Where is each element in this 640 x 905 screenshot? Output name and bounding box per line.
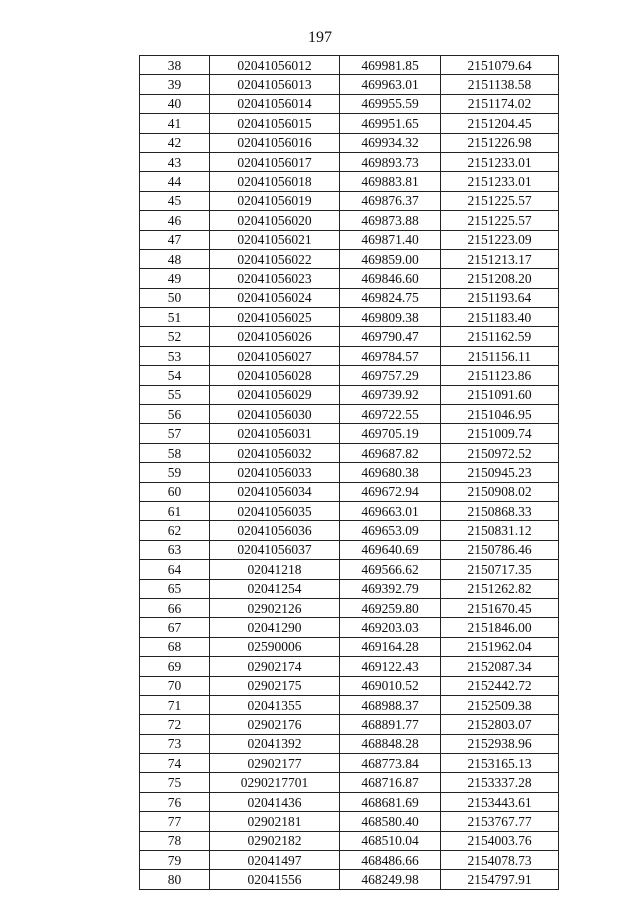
point-id-cell: 02041218 xyxy=(210,560,340,579)
table-row xyxy=(140,579,559,598)
point-id-cell: 02041254 xyxy=(210,579,340,598)
row-number-cell: 62 xyxy=(140,521,210,540)
point-id-cell: 02902177 xyxy=(210,754,340,773)
row-number-cell: 60 xyxy=(140,482,210,501)
x-coordinate-cell: 469876.37 xyxy=(340,191,441,210)
x-coordinate-cell: 469981.85 xyxy=(340,56,441,75)
point-id-cell: 02041355 xyxy=(210,695,340,714)
x-coordinate-cell: 469640.69 xyxy=(340,540,441,559)
x-coordinate-cell: 469883.81 xyxy=(340,172,441,191)
x-coordinate-cell: 469722.55 xyxy=(340,405,441,424)
row-number-cell: 66 xyxy=(140,598,210,617)
x-coordinate-cell: 469951.65 xyxy=(340,114,441,133)
x-coordinate-cell: 468891.77 xyxy=(340,715,441,734)
table-row xyxy=(140,191,559,210)
x-coordinate-cell: 469392.79 xyxy=(340,579,441,598)
point-id-cell: 02041436 xyxy=(210,792,340,811)
point-id-cell: 02041056024 xyxy=(210,288,340,307)
row-number-cell: 44 xyxy=(140,172,210,191)
x-coordinate-cell: 469824.75 xyxy=(340,288,441,307)
y-coordinate-cell: 2151233.01 xyxy=(441,152,559,171)
x-coordinate-cell: 469846.60 xyxy=(340,269,441,288)
y-coordinate-cell: 2151138.58 xyxy=(441,75,559,94)
y-coordinate-cell: 2154003.76 xyxy=(441,831,559,850)
point-id-cell: 02041056027 xyxy=(210,346,340,365)
table-row xyxy=(140,211,559,230)
y-coordinate-cell: 2151846.00 xyxy=(441,618,559,637)
y-coordinate-cell: 2154797.91 xyxy=(441,870,559,889)
point-id-cell: 02041056020 xyxy=(210,211,340,230)
y-coordinate-cell: 2152509.38 xyxy=(441,695,559,714)
table-row xyxy=(140,114,559,133)
table-row xyxy=(140,230,559,249)
y-coordinate-cell: 2150868.33 xyxy=(441,501,559,520)
x-coordinate-cell: 468988.37 xyxy=(340,695,441,714)
table-row xyxy=(140,695,559,714)
table-row xyxy=(140,676,559,695)
y-coordinate-cell: 2150717.35 xyxy=(441,560,559,579)
row-number-cell: 71 xyxy=(140,695,210,714)
y-coordinate-cell: 2151262.82 xyxy=(441,579,559,598)
point-id-cell: 02041056034 xyxy=(210,482,340,501)
y-coordinate-cell: 2153443.61 xyxy=(441,792,559,811)
x-coordinate-cell: 469790.47 xyxy=(340,327,441,346)
point-id-cell: 02041056033 xyxy=(210,463,340,482)
table-row xyxy=(140,56,559,75)
point-id-cell: 02902181 xyxy=(210,812,340,831)
table-row xyxy=(140,152,559,171)
point-id-cell: 02041056013 xyxy=(210,75,340,94)
row-number-cell: 40 xyxy=(140,94,210,113)
row-number-cell: 70 xyxy=(140,676,210,695)
table-row xyxy=(140,463,559,482)
row-number-cell: 51 xyxy=(140,308,210,327)
y-coordinate-cell: 2151225.57 xyxy=(441,211,559,230)
row-number-cell: 69 xyxy=(140,657,210,676)
y-coordinate-cell: 2151670.45 xyxy=(441,598,559,617)
coordinates-table-body xyxy=(140,56,559,890)
row-number-cell: 50 xyxy=(140,288,210,307)
row-number-cell: 45 xyxy=(140,191,210,210)
row-number-cell: 52 xyxy=(140,327,210,346)
y-coordinate-cell: 2151208.20 xyxy=(441,269,559,288)
table-row xyxy=(140,618,559,637)
y-coordinate-cell: 2151162.59 xyxy=(441,327,559,346)
point-id-cell: 02041056017 xyxy=(210,152,340,171)
x-coordinate-cell: 468486.66 xyxy=(340,851,441,870)
point-id-cell: 02041392 xyxy=(210,734,340,753)
point-id-cell: 02041056037 xyxy=(210,540,340,559)
y-coordinate-cell: 2151213.17 xyxy=(441,249,559,268)
x-coordinate-cell: 469859.00 xyxy=(340,249,441,268)
row-number-cell: 63 xyxy=(140,540,210,559)
x-coordinate-cell: 469653.09 xyxy=(340,521,441,540)
x-coordinate-cell: 469122.43 xyxy=(340,657,441,676)
y-coordinate-cell: 2151226.98 xyxy=(441,133,559,152)
row-number-cell: 53 xyxy=(140,346,210,365)
row-number-cell: 58 xyxy=(140,443,210,462)
x-coordinate-cell: 469680.38 xyxy=(340,463,441,482)
point-id-cell: 02041056022 xyxy=(210,249,340,268)
x-coordinate-cell: 469809.38 xyxy=(340,308,441,327)
point-id-cell: 02041056019 xyxy=(210,191,340,210)
row-number-cell: 75 xyxy=(140,773,210,792)
x-coordinate-cell: 468249.98 xyxy=(340,870,441,889)
point-id-cell: 02902126 xyxy=(210,598,340,617)
y-coordinate-cell: 2151174.02 xyxy=(441,94,559,113)
x-coordinate-cell: 469893.73 xyxy=(340,152,441,171)
table-row xyxy=(140,851,559,870)
point-id-cell: 02041056023 xyxy=(210,269,340,288)
row-number-cell: 38 xyxy=(140,56,210,75)
x-coordinate-cell: 469672.94 xyxy=(340,482,441,501)
point-id-cell: 02041056012 xyxy=(210,56,340,75)
point-id-cell: 02041056014 xyxy=(210,94,340,113)
point-id-cell: 02041056029 xyxy=(210,385,340,404)
page-number: 197 xyxy=(308,29,332,46)
x-coordinate-cell: 469934.32 xyxy=(340,133,441,152)
table-row xyxy=(140,346,559,365)
row-number-cell: 42 xyxy=(140,133,210,152)
table-row xyxy=(140,424,559,443)
x-coordinate-cell: 469010.52 xyxy=(340,676,441,695)
table-row xyxy=(140,831,559,850)
x-coordinate-cell: 469739.92 xyxy=(340,385,441,404)
y-coordinate-cell: 2151091.60 xyxy=(441,385,559,404)
x-coordinate-cell: 469164.28 xyxy=(340,637,441,656)
x-coordinate-cell: 469871.40 xyxy=(340,230,441,249)
x-coordinate-cell: 468580.40 xyxy=(340,812,441,831)
row-number-cell: 72 xyxy=(140,715,210,734)
row-number-cell: 65 xyxy=(140,579,210,598)
x-coordinate-cell: 469566.62 xyxy=(340,560,441,579)
point-id-cell: 02041056015 xyxy=(210,114,340,133)
point-id-cell: 02902174 xyxy=(210,657,340,676)
table-row xyxy=(140,443,559,462)
point-id-cell: 02902182 xyxy=(210,831,340,850)
row-number-cell: 43 xyxy=(140,152,210,171)
y-coordinate-cell: 2151156.11 xyxy=(441,346,559,365)
y-coordinate-cell: 2151204.45 xyxy=(441,114,559,133)
x-coordinate-cell: 469663.01 xyxy=(340,501,441,520)
y-coordinate-cell: 2151046.95 xyxy=(441,405,559,424)
point-id-cell: 02041056035 xyxy=(210,501,340,520)
row-number-cell: 79 xyxy=(140,851,210,870)
table-row xyxy=(140,269,559,288)
row-number-cell: 41 xyxy=(140,114,210,133)
point-id-cell: 02041056032 xyxy=(210,443,340,462)
point-id-cell: 02041056031 xyxy=(210,424,340,443)
x-coordinate-cell: 469955.59 xyxy=(340,94,441,113)
row-number-cell: 56 xyxy=(140,405,210,424)
table-row xyxy=(140,288,559,307)
row-number-cell: 55 xyxy=(140,385,210,404)
row-number-cell: 78 xyxy=(140,831,210,850)
y-coordinate-cell: 2151183.40 xyxy=(441,308,559,327)
row-number-cell: 73 xyxy=(140,734,210,753)
point-id-cell: 02041056036 xyxy=(210,521,340,540)
y-coordinate-cell: 2151009.74 xyxy=(441,424,559,443)
row-number-cell: 48 xyxy=(140,249,210,268)
row-number-cell: 76 xyxy=(140,792,210,811)
y-coordinate-cell: 2153165.13 xyxy=(441,754,559,773)
row-number-cell: 47 xyxy=(140,230,210,249)
row-number-cell: 46 xyxy=(140,211,210,230)
table-row xyxy=(140,870,559,889)
y-coordinate-cell: 2150945.23 xyxy=(441,463,559,482)
table-row xyxy=(140,754,559,773)
table-row xyxy=(140,249,559,268)
row-number-cell: 49 xyxy=(140,269,210,288)
table-row xyxy=(140,172,559,191)
y-coordinate-cell: 2151962.04 xyxy=(441,637,559,656)
coordinates-table xyxy=(139,55,559,890)
table-row xyxy=(140,405,559,424)
x-coordinate-cell: 468848.28 xyxy=(340,734,441,753)
y-coordinate-cell: 2154078.73 xyxy=(441,851,559,870)
table-row xyxy=(140,812,559,831)
y-coordinate-cell: 2151079.64 xyxy=(441,56,559,75)
table-row xyxy=(140,366,559,385)
x-coordinate-cell: 469203.03 xyxy=(340,618,441,637)
y-coordinate-cell: 2151233.01 xyxy=(441,172,559,191)
table-row xyxy=(140,521,559,540)
point-id-cell: 02041056030 xyxy=(210,405,340,424)
table-row xyxy=(140,482,559,501)
row-number-cell: 74 xyxy=(140,754,210,773)
table-row xyxy=(140,133,559,152)
row-number-cell: 68 xyxy=(140,637,210,656)
table-row xyxy=(140,715,559,734)
x-coordinate-cell: 469259.80 xyxy=(340,598,441,617)
row-number-cell: 61 xyxy=(140,501,210,520)
point-id-cell: 02041556 xyxy=(210,870,340,889)
table-row xyxy=(140,773,559,792)
y-coordinate-cell: 2152803.07 xyxy=(441,715,559,734)
table-row xyxy=(140,598,559,617)
x-coordinate-cell: 468510.04 xyxy=(340,831,441,850)
x-coordinate-cell: 469784.57 xyxy=(340,346,441,365)
y-coordinate-cell: 2150972.52 xyxy=(441,443,559,462)
table-row xyxy=(140,75,559,94)
point-id-cell: 0290217701 xyxy=(210,773,340,792)
table-row xyxy=(140,792,559,811)
point-id-cell: 02902175 xyxy=(210,676,340,695)
table-row xyxy=(140,308,559,327)
point-id-cell: 02041056026 xyxy=(210,327,340,346)
x-coordinate-cell: 468773.84 xyxy=(340,754,441,773)
table-row xyxy=(140,327,559,346)
point-id-cell: 02041056025 xyxy=(210,308,340,327)
row-number-cell: 39 xyxy=(140,75,210,94)
point-id-cell: 02041056016 xyxy=(210,133,340,152)
y-coordinate-cell: 2150908.02 xyxy=(441,482,559,501)
x-coordinate-cell: 469963.01 xyxy=(340,75,441,94)
table-row xyxy=(140,385,559,404)
y-coordinate-cell: 2152087.34 xyxy=(441,657,559,676)
x-coordinate-cell: 468681.69 xyxy=(340,792,441,811)
point-id-cell: 02041497 xyxy=(210,851,340,870)
table-row xyxy=(140,540,559,559)
row-number-cell: 64 xyxy=(140,560,210,579)
y-coordinate-cell: 2150786.46 xyxy=(441,540,559,559)
table-row xyxy=(140,501,559,520)
row-number-cell: 57 xyxy=(140,424,210,443)
y-coordinate-cell: 2152442.72 xyxy=(441,676,559,695)
x-coordinate-cell: 469705.19 xyxy=(340,424,441,443)
table-row xyxy=(140,560,559,579)
point-id-cell: 02041290 xyxy=(210,618,340,637)
point-id-cell: 02041056028 xyxy=(210,366,340,385)
row-number-cell: 59 xyxy=(140,463,210,482)
y-coordinate-cell: 2150831.12 xyxy=(441,521,559,540)
y-coordinate-cell: 2151223.09 xyxy=(441,230,559,249)
table-row xyxy=(140,657,559,676)
x-coordinate-cell: 469687.82 xyxy=(340,443,441,462)
table-row xyxy=(140,637,559,656)
x-coordinate-cell: 469873.88 xyxy=(340,211,441,230)
y-coordinate-cell: 2152938.96 xyxy=(441,734,559,753)
point-id-cell: 02902176 xyxy=(210,715,340,734)
y-coordinate-cell: 2153337.28 xyxy=(441,773,559,792)
point-id-cell: 02590006 xyxy=(210,637,340,656)
x-coordinate-cell: 469757.29 xyxy=(340,366,441,385)
row-number-cell: 77 xyxy=(140,812,210,831)
row-number-cell: 67 xyxy=(140,618,210,637)
row-number-cell: 54 xyxy=(140,366,210,385)
y-coordinate-cell: 2153767.77 xyxy=(441,812,559,831)
table-row xyxy=(140,734,559,753)
row-number-cell: 80 xyxy=(140,870,210,889)
x-coordinate-cell: 468716.87 xyxy=(340,773,441,792)
table-row xyxy=(140,94,559,113)
y-coordinate-cell: 2151225.57 xyxy=(441,191,559,210)
point-id-cell: 02041056021 xyxy=(210,230,340,249)
y-coordinate-cell: 2151193.64 xyxy=(441,288,559,307)
y-coordinate-cell: 2151123.86 xyxy=(441,366,559,385)
point-id-cell: 02041056018 xyxy=(210,172,340,191)
